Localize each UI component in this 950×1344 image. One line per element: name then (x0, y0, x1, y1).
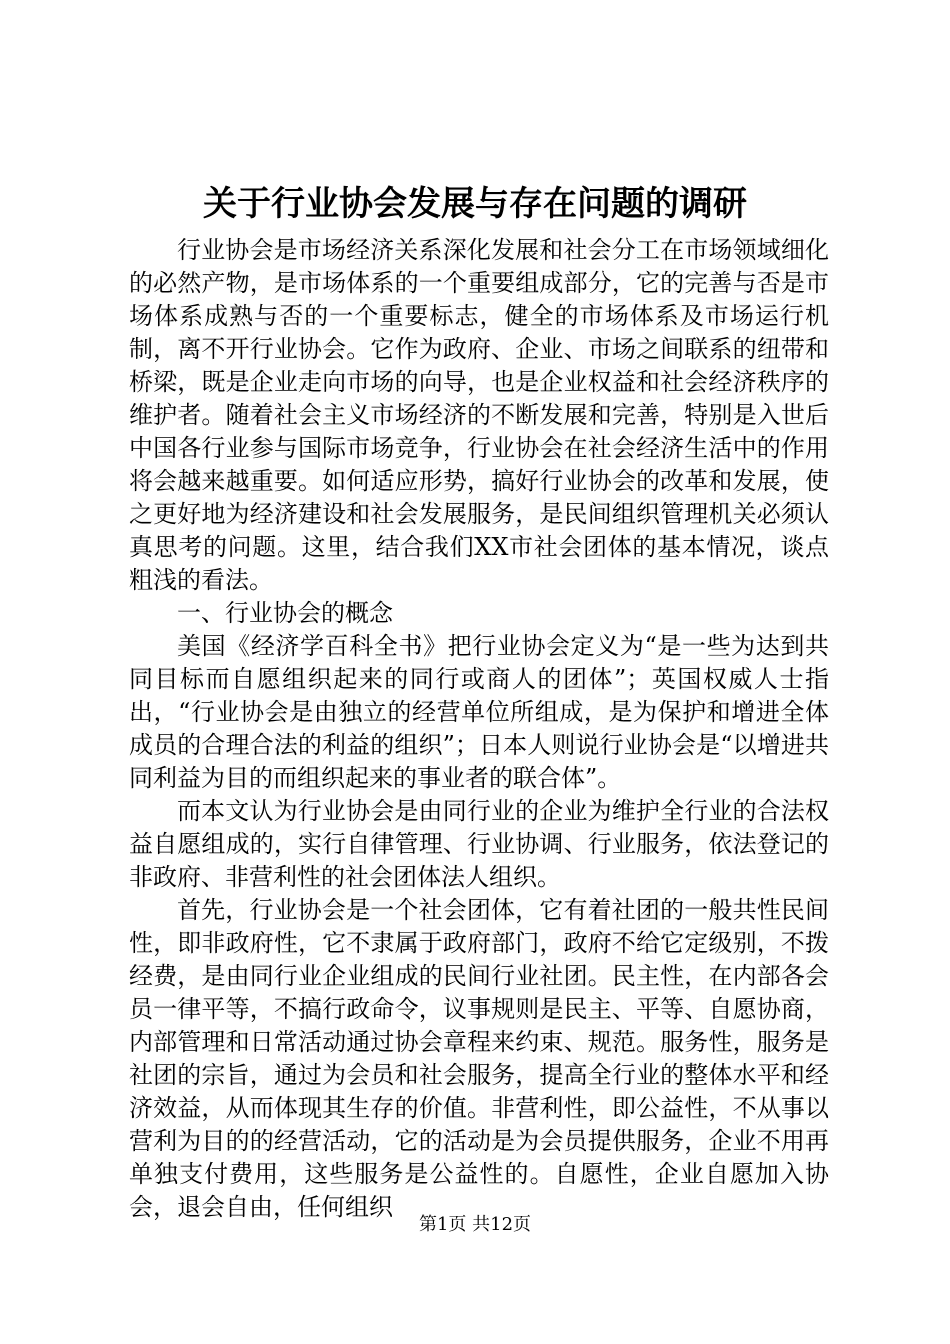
paragraph-definitions: 美国《经济学百科全书》把行业协会定义为“是一些为达到共同目标而自愿组织起来的同行或商人的团体”；英国权威人士指出，“行业协会是由独立的经营单位所组成，是为保护和增进全体成员的合理合法的利益的组织”；日本人则说行业协会是“以增进共同利益为目的而组织起来的事业者的联合体”。 (129, 632, 829, 792)
paragraph-intro: 行业协会是市场经济关系深化发展和社会分工在市场领域细化的必然产物，是市场体系的一个重要组成部分，它的完善与否是市场体系成熟与否的一个重要标志，健全的市场体系及市场运行机制，离不开行业协会。它作为政府、企业、市场之间联系的纽带和桥梁，既是企业走向市场的向导，也是企业权益和社会经济秩序的维护者。随着社会主义市场经济的不断发展和完善，特别是入世后中国各行业参与国际市场竞争，行业协会在社会经济生活中的作用将会越来越重要。如何适应形势，搞好行业协会的改革和发展，使之更好地为经济建设和社会发展服务，是民间组织管理机关必须认真思考的问题。这里，结合我们XX市社会团体的基本情况，谈点粗浅的看法。 (129, 236, 829, 594)
section-heading-concept: 一、行业协会的概念 (177, 599, 393, 627)
page-title: 关于行业协会发展与存在问题的调研 (203, 184, 747, 224)
paragraph-author-definition: 而本文认为行业协会是由同行业的企业为维护全行业的合法权益自愿组成的，实行自律管理、行业协调、行业服务，依法登记的非政府、非营利性的社会团体法人组织。 (129, 797, 829, 891)
paragraph-characteristics: 首先，行业协会是一个社会团体，它有着社团的一般共性民间性，即非政府性，它不隶属于政府部门，政府不给它定级别，不拨经费，是由同行业企业组成的民间行业社团。民主性，在内部各会员一律平等，不搞行政命令，议事规则是民主、平等、自愿协商，内部管理和日常活动通过协会章程来约束、规范。服务性，服务是社团的宗旨，通过为会员和社会服务，提高全行业的整体水平和经济效益，从而体现其生存的价值。非营利性，即公益性，不从事以营利为目的的经营活动，它的活动是为会员提供服务，企业不用再单独支付费用，这些服务是公益性的。自愿性，企业自愿加入协会，退会自由，任何组织 (129, 896, 829, 1221)
document-body (129, 234, 829, 1224)
page-footer: 第1页 共12页 (418, 1214, 532, 1235)
